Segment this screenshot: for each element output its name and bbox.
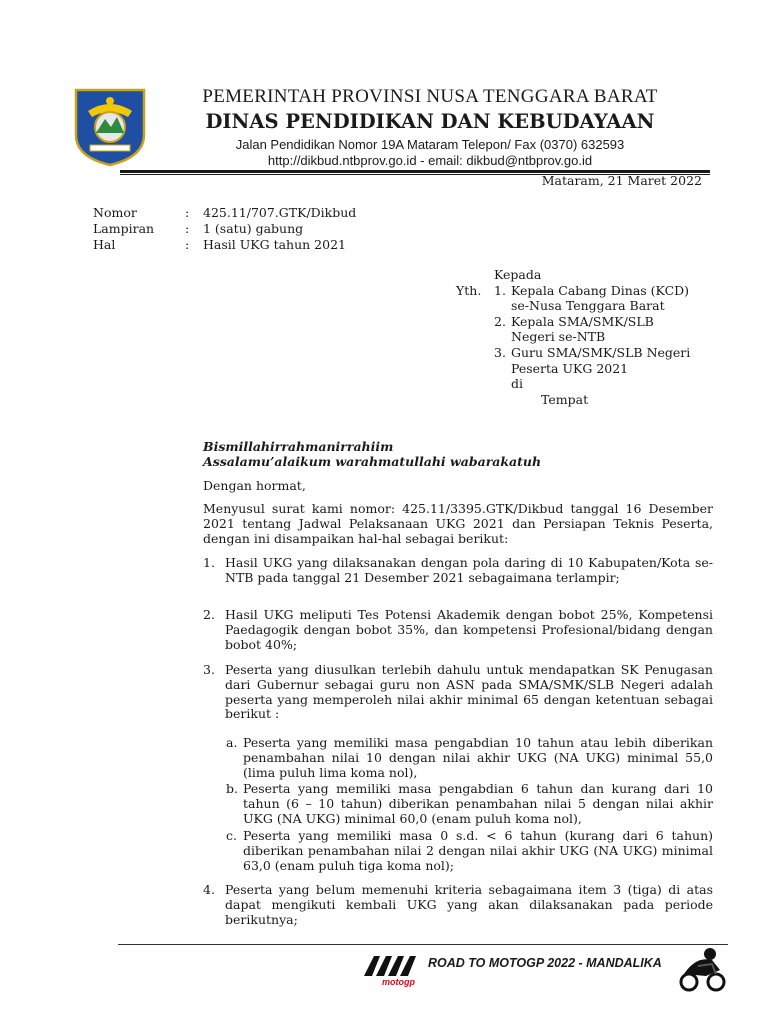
recipient-line: Kepala Cabang Dinas (KCD)	[511, 282, 690, 298]
meta-label: Hal	[93, 237, 116, 252]
meta-label: Lampiran	[93, 221, 155, 236]
sub-list-letter: b.	[226, 781, 238, 796]
recipient-di: di	[511, 376, 523, 392]
motorcycle-rider-icon	[676, 946, 728, 992]
list-text: Hasil UKG meliputi Tes Potensi Akademik dengan bobot 25%, Kompetensi Paedagogik dengan bobot 35%, dan kompetensi Profesional/bidang dengan bobot 40%;	[225, 607, 713, 652]
motogp-wordmark: motogp	[382, 977, 415, 987]
recipient-number: 3.	[494, 344, 506, 360]
list-text: Peserta yang belum memenuhi kriteria sebagaimana item 3 (tiga) di atas dapat mengikuti kembali UKG yang akan dilaksanakan pada periode berikutnya;	[225, 882, 713, 927]
list-item	[203, 556, 713, 586]
recipient-line: se-Nusa Tenggara Barat	[511, 298, 665, 314]
list-number: 1.	[203, 555, 215, 570]
meta-row-lampiran	[93, 221, 356, 237]
recipient-line: Peserta UKG 2021	[511, 360, 629, 376]
meta-row-hal	[93, 237, 356, 253]
list-item	[203, 883, 713, 927]
recipient-line: Guru SMA/SMK/SLB Negeri	[511, 344, 691, 360]
meta-row-nomor	[93, 205, 356, 221]
sub-list-item	[226, 782, 713, 826]
motogp-logo-icon	[360, 950, 428, 988]
list-number: 3.	[203, 662, 215, 677]
meta-value: 425.11/707.GTK/Dikbud	[203, 205, 357, 220]
list-number: 4.	[203, 882, 215, 897]
list-item	[203, 608, 713, 652]
sub-list-item	[226, 829, 713, 873]
list-text: Peserta yang diusulkan terlebih dahulu untuk mendapatkan SK Penugasan dari Gubernur sebagai guru non ASN pada SMA/SMK/SLB Negeri adalah peserta yang memperoleh nilai akhir minimal 65 dengan ketentuan sebagai berikut :	[225, 662, 713, 722]
footer-slogan: ROAD TO MOTOGP 2022 - MANDALIKA	[428, 956, 662, 970]
sub-list-text: Peserta yang memiliki masa 0 s.d. < 6 tahun (kurang dari 6 tahun) diberikan penambahan nilai 2 dengan nilai akhir UKG (NA UKG) minimal 63,0 (enam puluh tiga koma nol);	[243, 828, 713, 873]
ntb-emblem-icon	[72, 87, 148, 167]
list-number: 2.	[203, 607, 215, 622]
recipient-number: 1.	[494, 282, 506, 298]
letterhead-agency: DINAS PENDIDIKAN DAN KEBUDAYAAN	[205, 110, 655, 133]
recipient-block	[456, 267, 690, 407]
sub-list-text: Peserta yang memiliki masa pengabdian 6 tahun dan kurang dari 10 tahun (6 – 10 tahun) diberikan penambahan nilai 5 dengan nilai akhir UKG (NA UKG) minimal 60,0 (enam puluh koma nol),	[243, 781, 713, 826]
sub-list-text: Peserta yang memiliki masa pengabdian 10 tahun atau lebih diberikan penambahan nilai 10 dengan nilai akhir UKG (NA UKG) minimal 55,0 (lima puluh lima koma nol),	[243, 735, 713, 780]
sub-list-item	[226, 736, 713, 780]
letter-date: Mataram, 21 Maret 2022	[541, 173, 702, 188]
meta-colon: :	[185, 221, 190, 236]
intro-paragraph: Menyusul surat kami nomor: 425.11/3395.GTK/Dikbud tanggal 16 Desember 2021 tentang Jadwal Pelaksanaan UKG 2021 dan Persiapan Teknis Peserta, dengan ini disampaikan hal-hal sebagai berikut:	[203, 501, 713, 546]
footer-divider	[118, 944, 728, 945]
meta-value: Hasil UKG tahun 2021	[203, 237, 346, 252]
list-text: Hasil UKG yang dilaksanakan dengan pola daring di 10 Kabupaten/Kota se-NTB pada tanggal 21 Desember 2021 sebagaimana terlampir;	[225, 555, 713, 585]
letterhead-address: Jalan Pendidikan Nomor 19A Mataram Telepon/ Fax (0370) 632593	[235, 137, 625, 152]
greeting-bismillah: Bismillahirrahmanirrahiim	[203, 439, 394, 454]
sub-list-letter: c.	[226, 828, 237, 843]
recipient-kepada: Kepada	[494, 267, 542, 282]
recipient-line: Kepala SMA/SMK/SLB	[511, 313, 654, 329]
list-item	[203, 663, 713, 722]
meta-colon: :	[185, 205, 190, 220]
letterhead-contact: http://dikbud.ntbprov.go.id - email: dikbud@ntbprov.go.id	[267, 153, 593, 168]
recipient-yth: Yth.	[456, 282, 482, 298]
recipient-line: Negeri se-NTB	[511, 329, 606, 345]
recipient-number: 2.	[494, 313, 506, 329]
meta-colon: :	[185, 237, 190, 252]
recipient-tempat: Tempat	[541, 391, 589, 407]
letter-meta	[93, 205, 356, 253]
meta-label: Nomor	[93, 205, 137, 220]
meta-value: 1 (satu) gabung	[203, 221, 304, 236]
letterhead-government: PEMERINTAH PROVINSI NUSA TENGGARA BARAT	[202, 86, 658, 107]
sub-list-letter: a.	[226, 735, 238, 750]
greeting-hormat: Dengan hormat,	[203, 478, 306, 493]
greeting-salam: Assalamu’alaikum warahmatullahi wabarakatuh	[203, 454, 542, 469]
